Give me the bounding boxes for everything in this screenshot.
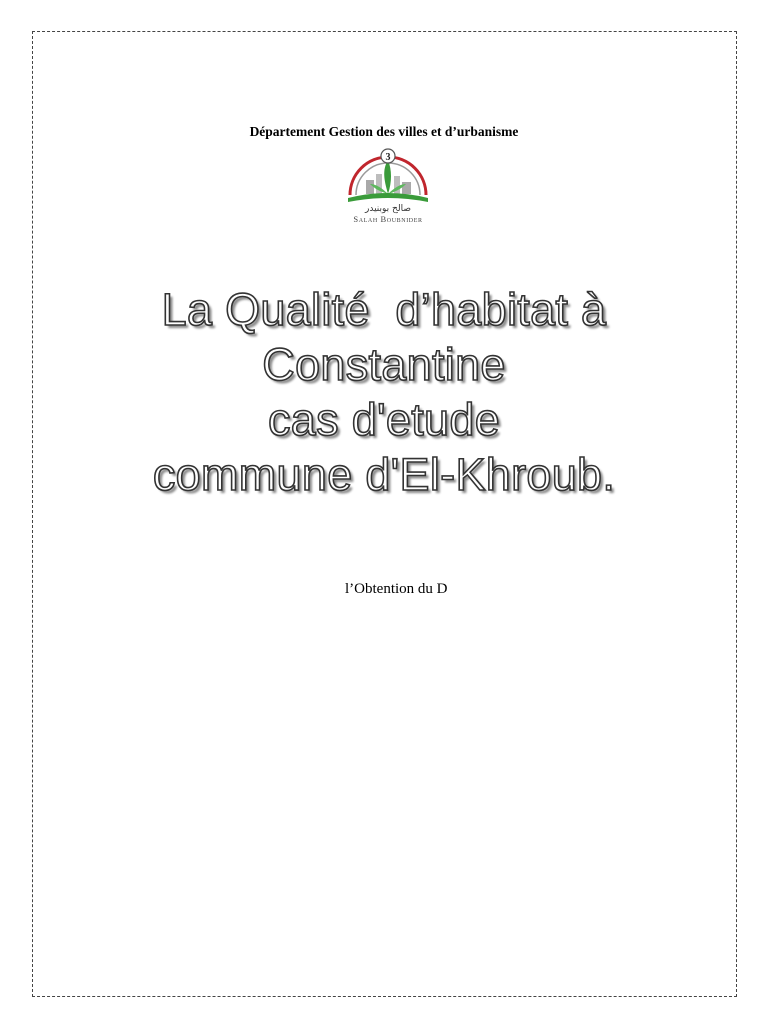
- logo-badge-number: 3: [385, 152, 391, 163]
- university-logo: [332, 140, 444, 224]
- title-line-2: Constantine: [262, 339, 506, 390]
- title-line-1: La Qualité d’habitat à: [161, 284, 607, 335]
- title-line-3: cas d'etude: [267, 394, 501, 445]
- document-title: [0, 282, 768, 502]
- logo-arabic-name: صالح بوبنيدر: [365, 204, 411, 214]
- title-line-4: commune d'El-Khroub.: [152, 449, 616, 500]
- logo-caption: Salah Boubnider: [353, 214, 423, 224]
- department-heading: Département Gestion des villes et d’urbanisme: [249, 124, 519, 139]
- obtention-text: l’Obtention du D: [345, 581, 448, 597]
